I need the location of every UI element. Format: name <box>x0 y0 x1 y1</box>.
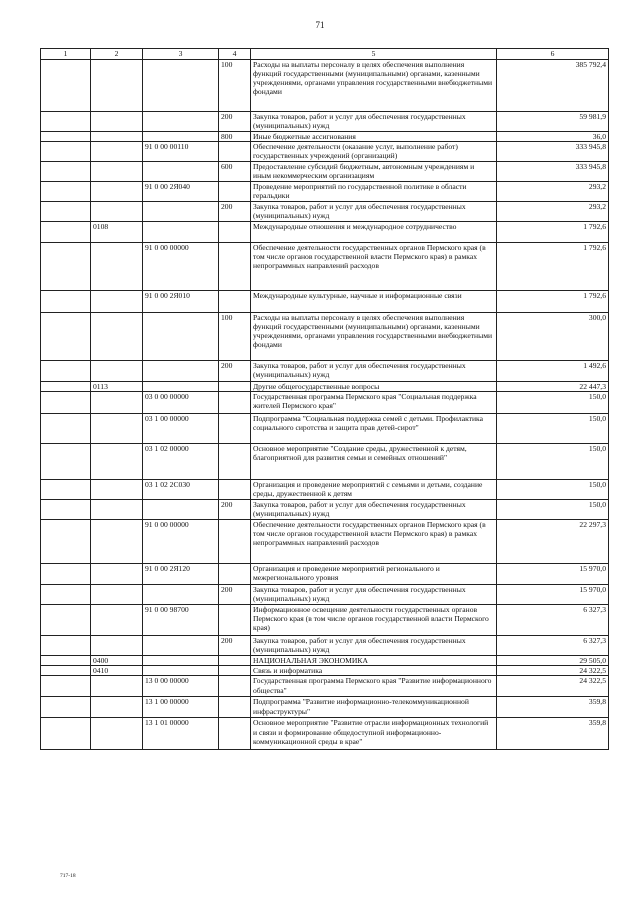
table-cell-col-1 <box>41 480 91 500</box>
table-cell-col-5: Расходы на выплаты персоналу в целях обеспечения выполнения функций государственными (муниципальными) органами, казенными учреждениями, органами управления государственными внебюджетными фондами <box>251 313 497 361</box>
table-row <box>41 202 609 222</box>
table-cell-col-5: Основное мероприятие "Развитие отрасли информационных технологий и связи и формирование общедоступной информационно-коммуникационной среды в крае" <box>251 718 497 750</box>
table-cell-col-3 <box>143 585 219 605</box>
table-cell-col-4 <box>219 291 251 313</box>
table-cell-col-5: Связь и информатика <box>251 666 497 676</box>
table-cell-col-6: 1 492,6 <box>497 361 609 382</box>
page-number: 71 <box>315 20 325 30</box>
table-row <box>41 414 609 444</box>
table-cell-col-1 <box>41 444 91 480</box>
table-cell-col-5: НАЦИОНАЛЬНАЯ ЭКОНОМИКА <box>251 656 497 666</box>
table-cell-col-1 <box>41 605 91 636</box>
table-cell-col-6: 359,8 <box>497 697 609 718</box>
table-row <box>41 676 609 697</box>
header-col-3: 3 <box>143 49 219 60</box>
table-cell-col-1 <box>41 676 91 697</box>
table-cell-col-4 <box>219 414 251 444</box>
table-cell-col-2 <box>91 520 143 564</box>
table-cell-col-6: 22 297,3 <box>497 520 609 564</box>
header-col-6: 6 <box>497 49 609 60</box>
table-cell-col-5: Подпрограмма "Развитие информационно-телекоммуникационной инфраструктуры" <box>251 697 497 718</box>
table-row <box>41 182 609 202</box>
table-cell-col-4 <box>219 444 251 480</box>
table-cell-col-2 <box>91 636 143 656</box>
table-cell-col-4: 100 <box>219 313 251 361</box>
table-row <box>41 112 609 132</box>
table-cell-col-4 <box>219 182 251 202</box>
table-cell-col-6: 24 322,5 <box>497 666 609 676</box>
table-cell-col-4 <box>219 142 251 162</box>
table-cell-col-2 <box>91 202 143 222</box>
table-cell-col-6: 6 327,3 <box>497 605 609 636</box>
table-cell-col-3 <box>143 656 219 666</box>
table-row <box>41 656 609 666</box>
table-cell-col-4 <box>219 520 251 564</box>
table-cell-col-1 <box>41 414 91 444</box>
table-cell-col-4: 200 <box>219 361 251 382</box>
table-cell-col-6: 150,0 <box>497 414 609 444</box>
table-cell-col-5: Обеспечение деятельности государственных органов Пермского края (в том числе органов государственной власти Пермского края) в рамках непрограммных направлений расходов <box>251 520 497 564</box>
table-cell-col-3: 91 0 00 2Я010 <box>143 291 219 313</box>
table-cell-col-6: 333 945,8 <box>497 162 609 182</box>
table-cell-col-3: 03 0 00 00000 <box>143 392 219 414</box>
table-header-row <box>41 49 609 60</box>
table-row <box>41 666 609 676</box>
table-cell-col-2 <box>91 142 143 162</box>
table-row <box>41 382 609 392</box>
table-cell-col-2 <box>91 291 143 313</box>
table-cell-col-5: Закупка товаров, работ и услуг для обеспечения государственных (муниципальных) нужд <box>251 585 497 605</box>
table-cell-col-3 <box>143 666 219 676</box>
table-cell-col-5: Организация и проведение мероприятий с семьями и детьми, создание среды, дружественной к детям <box>251 480 497 500</box>
table-row <box>41 243 609 291</box>
table-cell-col-5: Закупка товаров, работ и услуг для обеспечения государственных (муниципальных) нужд <box>251 500 497 520</box>
table-cell-col-1 <box>41 656 91 666</box>
table-cell-col-3 <box>143 60 219 112</box>
table-cell-col-1 <box>41 500 91 520</box>
table-cell-col-4 <box>219 382 251 392</box>
table-cell-col-6: 15 970,0 <box>497 564 609 585</box>
table-cell-col-4 <box>219 243 251 291</box>
header-col-4: 4 <box>219 49 251 60</box>
table-cell-col-3: 91 0 00 00000 <box>143 520 219 564</box>
table-cell-col-2 <box>91 718 143 750</box>
table-cell-col-3 <box>143 202 219 222</box>
table-cell-col-1 <box>41 718 91 750</box>
table-cell-col-3: 03 1 00 00000 <box>143 414 219 444</box>
table-cell-col-6: 36,0 <box>497 132 609 142</box>
table-cell-col-5: Международные отношения и международное сотрудничество <box>251 222 497 243</box>
table-cell-col-5: Закупка товаров, работ и услуг для обеспечения государственных (муниципальных) нужд <box>251 112 497 132</box>
table-cell-col-2 <box>91 585 143 605</box>
table-cell-col-3 <box>143 222 219 243</box>
table-cell-col-4 <box>219 676 251 697</box>
table-cell-col-6: 359,8 <box>497 718 609 750</box>
table-cell-col-2 <box>91 313 143 361</box>
table-cell-col-2 <box>91 243 143 291</box>
table-cell-col-4 <box>219 605 251 636</box>
table-cell-col-6: 22 447,3 <box>497 382 609 392</box>
table-cell-col-4: 200 <box>219 500 251 520</box>
table-cell-col-3 <box>143 382 219 392</box>
table-row <box>41 605 609 636</box>
table-cell-col-3: 13 1 01 00000 <box>143 718 219 750</box>
table-cell-col-6: 293,2 <box>497 182 609 202</box>
table-cell-col-4: 200 <box>219 112 251 132</box>
table-cell-col-4 <box>219 392 251 414</box>
table-cell-col-5: Проведение мероприятий по государственной политике в области геральдики <box>251 182 497 202</box>
table-cell-col-2 <box>91 500 143 520</box>
table-cell-col-2 <box>91 182 143 202</box>
table-cell-col-2 <box>91 60 143 112</box>
table-cell-col-6: 6 327,3 <box>497 636 609 656</box>
table-cell-col-3: 13 1 00 00000 <box>143 697 219 718</box>
table-cell-col-2 <box>91 392 143 414</box>
table-row <box>41 585 609 605</box>
header-col-1: 1 <box>41 49 91 60</box>
table-cell-col-3 <box>143 361 219 382</box>
table-cell-col-6: 150,0 <box>497 500 609 520</box>
header-col-2: 2 <box>91 49 143 60</box>
table-cell-col-3 <box>143 162 219 182</box>
table-cell-col-3: 13 0 00 00000 <box>143 676 219 697</box>
table-cell-col-4: 800 <box>219 132 251 142</box>
table-row <box>41 132 609 142</box>
table-cell-col-5: Подпрограмма "Социальная поддержка семей с детьми. Профилактика социального сиротства и защита прав детей-сирот" <box>251 414 497 444</box>
table-cell-col-2: 0400 <box>91 656 143 666</box>
table-cell-col-5: Иные бюджетные ассигнования <box>251 132 497 142</box>
table-cell-col-6: 1 792,6 <box>497 291 609 313</box>
table-cell-col-4: 200 <box>219 202 251 222</box>
budget-table <box>40 48 609 750</box>
table-cell-col-2 <box>91 605 143 636</box>
table-cell-col-2 <box>91 697 143 718</box>
table-cell-col-1 <box>41 564 91 585</box>
table-cell-col-6: 150,0 <box>497 392 609 414</box>
table-cell-col-2: 0410 <box>91 666 143 676</box>
table-cell-col-1 <box>41 112 91 132</box>
table-cell-col-2 <box>91 112 143 132</box>
table-cell-col-2 <box>91 444 143 480</box>
table-cell-col-1 <box>41 382 91 392</box>
table-cell-col-4 <box>219 666 251 676</box>
table-cell-col-1 <box>41 313 91 361</box>
table-cell-col-5: Информационное освещение деятельности государственных органов Пермского края (в том числе органов государственной власти Пермского края) <box>251 605 497 636</box>
table-cell-col-1 <box>41 697 91 718</box>
table-cell-col-6: 333 945,8 <box>497 142 609 162</box>
table-cell-col-2 <box>91 162 143 182</box>
table-cell-col-2 <box>91 414 143 444</box>
table-cell-col-1 <box>41 202 91 222</box>
table-cell-col-1 <box>41 142 91 162</box>
table-cell-col-4 <box>219 480 251 500</box>
table-cell-col-5: Основное мероприятие "Создание среды, дружественной к детям, благоприятной для развития семьи и семейных отношений" <box>251 444 497 480</box>
table-cell-col-6: 150,0 <box>497 444 609 480</box>
table-cell-col-6: 29 505,0 <box>497 656 609 666</box>
table-cell-col-2 <box>91 132 143 142</box>
table-cell-col-3 <box>143 500 219 520</box>
table-cell-col-5: Международные культурные, научные и информационные связи <box>251 291 497 313</box>
table-cell-col-3: 91 0 00 2Я040 <box>143 182 219 202</box>
table-cell-col-3: 91 0 00 2Я120 <box>143 564 219 585</box>
table-cell-col-4: 100 <box>219 60 251 112</box>
table-row <box>41 60 609 112</box>
table-cell-col-1 <box>41 520 91 564</box>
table-cell-col-1 <box>41 162 91 182</box>
table-cell-col-2 <box>91 480 143 500</box>
table-row <box>41 361 609 382</box>
table-row <box>41 162 609 182</box>
table-cell-col-3 <box>143 112 219 132</box>
table-row <box>41 480 609 500</box>
table-cell-col-2 <box>91 564 143 585</box>
table-row <box>41 636 609 656</box>
table-row <box>41 500 609 520</box>
table-cell-col-1 <box>41 392 91 414</box>
table-row <box>41 564 609 585</box>
table-cell-col-1 <box>41 222 91 243</box>
table-cell-col-3 <box>143 132 219 142</box>
table-cell-col-5: Обеспечение деятельности государственных органов Пермского края (в том числе органов государственной власти Пермского края) в рамках непрограммных направлений расходов <box>251 243 497 291</box>
table-cell-col-1 <box>41 60 91 112</box>
table-row <box>41 142 609 162</box>
table-cell-col-6: 1 792,6 <box>497 243 609 291</box>
table-cell-col-2 <box>91 361 143 382</box>
table-cell-col-5: Обеспечение деятельности (оказание услуг, выполнение работ) государственных учреждений (организаций) <box>251 142 497 162</box>
table-cell-col-3 <box>143 636 219 656</box>
table-cell-col-6: 300,0 <box>497 313 609 361</box>
table-cell-col-5: Расходы на выплаты персоналу в целях обеспечения выполнения функций государственными (муниципальными) органами, казенными учреждениями, органами управления государственными внебюджетными фондами <box>251 60 497 112</box>
table-cell-col-4 <box>219 656 251 666</box>
table-cell-col-6: 24 322,5 <box>497 676 609 697</box>
table-row <box>41 392 609 414</box>
table-cell-col-4 <box>219 564 251 585</box>
footer-code: 717-18 <box>60 873 76 879</box>
table-cell-col-4: 600 <box>219 162 251 182</box>
table-row <box>41 222 609 243</box>
header-col-5: 5 <box>251 49 497 60</box>
table-row <box>41 291 609 313</box>
table-cell-col-5: Государственная программа Пермского края "Социальная поддержка жителей Пермского края" <box>251 392 497 414</box>
table-cell-col-4: 200 <box>219 636 251 656</box>
table-cell-col-1 <box>41 666 91 676</box>
table-cell-col-4 <box>219 222 251 243</box>
table-cell-col-5: Государственная программа Пермского края "Развитие информационного общества" <box>251 676 497 697</box>
table-cell-col-1 <box>41 361 91 382</box>
table-cell-col-5: Организация и проведение мероприятий регионального и межрегионального уровня <box>251 564 497 585</box>
table-cell-col-2 <box>91 676 143 697</box>
table-row <box>41 718 609 750</box>
table-row <box>41 520 609 564</box>
table-cell-col-6: 385 792,4 <box>497 60 609 112</box>
table-cell-col-1 <box>41 243 91 291</box>
table-cell-col-3: 03 1 02 2С030 <box>143 480 219 500</box>
table-cell-col-6: 15 970,0 <box>497 585 609 605</box>
table-cell-col-5: Закупка товаров, работ и услуг для обеспечения государственных (муниципальных) нужд <box>251 202 497 222</box>
table-cell-col-4 <box>219 697 251 718</box>
table-cell-col-5: Закупка товаров, работ и услуг для обеспечения государственных (муниципальных) нужд <box>251 636 497 656</box>
table-cell-col-1 <box>41 182 91 202</box>
table-cell-col-2: 0113 <box>91 382 143 392</box>
table-cell-col-6: 59 981,9 <box>497 112 609 132</box>
table-cell-col-3: 91 0 00 00110 <box>143 142 219 162</box>
table-cell-col-1 <box>41 291 91 313</box>
table-cell-col-1 <box>41 636 91 656</box>
table-cell-col-3: 03 1 02 00000 <box>143 444 219 480</box>
table-row <box>41 444 609 480</box>
table-cell-col-5: Закупка товаров, работ и услуг для обеспечения государственных (муниципальных) нужд <box>251 361 497 382</box>
table-row <box>41 697 609 718</box>
table-row <box>41 313 609 361</box>
table-cell-col-4 <box>219 718 251 750</box>
table-cell-col-1 <box>41 132 91 142</box>
table-cell-col-6: 1 792,6 <box>497 222 609 243</box>
table-cell-col-4: 200 <box>219 585 251 605</box>
table-body <box>41 60 609 750</box>
table-cell-col-5: Предоставление субсидий бюджетным, автономным учреждениям и иным некоммерческим организациям <box>251 162 497 182</box>
table-cell-col-6: 293,2 <box>497 202 609 222</box>
table-cell-col-5: Другие общегосударственные вопросы <box>251 382 497 392</box>
table-cell-col-3: 91 0 00 00000 <box>143 243 219 291</box>
table-cell-col-1 <box>41 585 91 605</box>
table-cell-col-6: 150,0 <box>497 480 609 500</box>
table-cell-col-3 <box>143 313 219 361</box>
table-cell-col-3: 91 0 00 98700 <box>143 605 219 636</box>
table-cell-col-2: 0108 <box>91 222 143 243</box>
